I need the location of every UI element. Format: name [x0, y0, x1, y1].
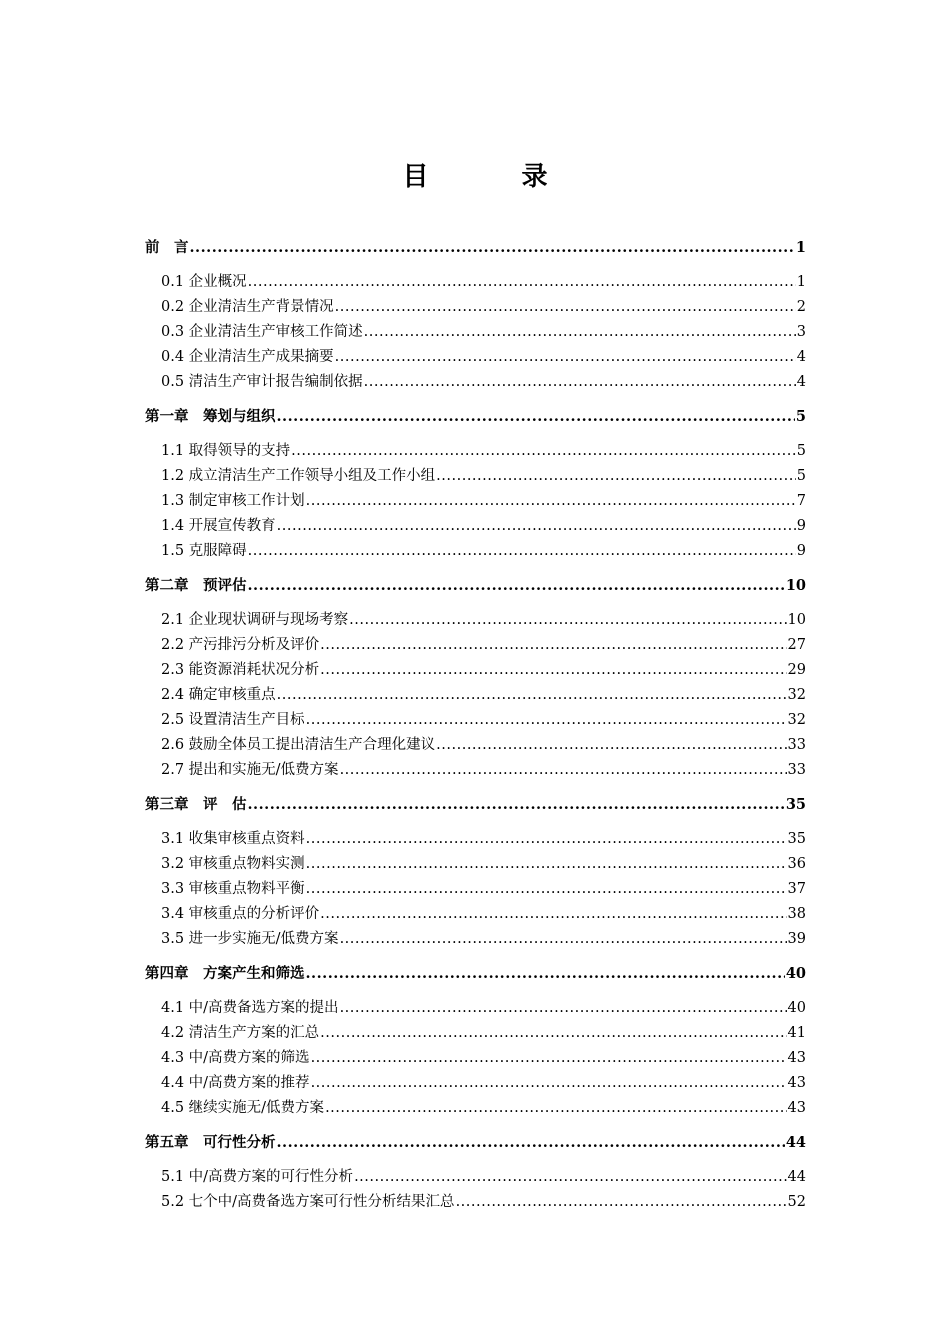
- toc-page-number: 33: [787, 762, 806, 778]
- toc-page-number: 10: [785, 577, 806, 594]
- toc-section-label: 4.5 继续实施无/低费方案: [161, 1100, 325, 1116]
- toc-section-label: 3.2 审核重点物料实测: [161, 856, 305, 872]
- toc-page-number: 36: [787, 856, 806, 872]
- toc-page-number: 9: [796, 518, 806, 534]
- toc-leader-dots: [306, 708, 787, 733]
- toc-section-entry[interactable]: [145, 295, 806, 320]
- toc-chapter-label: 前 言: [145, 239, 189, 256]
- toc-page-number: 37: [787, 881, 806, 897]
- toc-page-number: 44: [787, 1169, 806, 1185]
- toc-page-number: 10: [787, 612, 806, 628]
- toc-page-number: 27: [787, 637, 806, 653]
- toc-page-number: 35: [787, 831, 806, 847]
- toc-leader-dots: [349, 608, 786, 633]
- toc-section-entry[interactable]: [145, 996, 806, 1021]
- toc-page-number: 4: [796, 374, 806, 390]
- toc-section-label: 1.1 取得领导的支持: [161, 443, 291, 459]
- toc-leader-dots: [320, 658, 786, 683]
- toc-section-label: 0.5 清洁生产审计报告编制依据: [161, 374, 363, 390]
- toc-leader-dots: [311, 1046, 787, 1071]
- page-title: 目 录: [402, 162, 590, 192]
- toc-section-entry[interactable]: [145, 902, 806, 927]
- toc-leader-dots: [364, 370, 796, 395]
- toc-chapter-label: 第五章 可行性分析: [145, 1134, 276, 1151]
- toc-section-entry[interactable]: [145, 1096, 806, 1121]
- toc-leader-dots: [306, 962, 785, 986]
- toc-section-label: 4.3 中/高费方案的筛选: [161, 1050, 310, 1066]
- toc-page-number: 1: [796, 274, 806, 290]
- toc-leader-dots: [248, 270, 796, 295]
- toc-section-label: 0.1 企业概况: [161, 274, 247, 290]
- toc-page-number: 38: [787, 906, 806, 922]
- toc-leader-dots: [306, 877, 787, 902]
- toc-page-number: 3: [796, 324, 806, 340]
- toc-section-entry[interactable]: [145, 633, 806, 658]
- toc-section-entry[interactable]: [145, 708, 806, 733]
- toc-leader-dots: [277, 514, 796, 539]
- toc-leader-dots: [354, 1165, 786, 1190]
- toc-section-label: 2.7 提出和实施无/低费方案: [161, 762, 339, 778]
- toc-leader-dots: [436, 733, 786, 758]
- toc-section-label: 0.2 企业清洁生产背景情况: [161, 299, 334, 315]
- toc-section-entry[interactable]: [145, 608, 806, 633]
- toc-section-entry[interactable]: [145, 877, 806, 902]
- toc-section-label: 2.6 鼓励全体员工提出清洁生产合理化建议: [161, 737, 436, 753]
- toc-leader-dots: [335, 345, 796, 370]
- toc-page-number: 43: [787, 1050, 806, 1066]
- toc-section-label: 4.4 中/高费方案的推荐: [161, 1075, 310, 1091]
- toc-leader-dots: [277, 683, 787, 708]
- table-of-contents: [145, 236, 806, 1215]
- toc-leader-dots: [306, 827, 787, 852]
- toc-page-number: 44: [785, 1134, 806, 1151]
- toc-chapter-label: 第三章 评 估: [145, 796, 247, 813]
- toc-section-entry[interactable]: [145, 827, 806, 852]
- toc-section-label: 0.4 企业清洁生产成果摘要: [161, 349, 334, 365]
- toc-leader-dots: [320, 633, 786, 658]
- toc-leader-dots: [320, 902, 786, 927]
- toc-leader-dots: [364, 320, 796, 345]
- toc-section-entry[interactable]: [145, 852, 806, 877]
- toc-section-entry[interactable]: [145, 345, 806, 370]
- toc-section-entry[interactable]: [145, 1021, 806, 1046]
- toc-section-entry[interactable]: [145, 270, 806, 295]
- toc-page-number: 41: [787, 1025, 806, 1041]
- toc-page-number: 2: [796, 299, 806, 315]
- toc-chapter-entry[interactable]: [145, 405, 806, 429]
- toc-leader-dots: [335, 295, 796, 320]
- toc-leader-dots: [456, 1190, 787, 1215]
- toc-page-number: 32: [787, 712, 806, 728]
- toc-page-number: 7: [796, 493, 806, 509]
- toc-chapter-entry[interactable]: [145, 793, 806, 817]
- toc-section-entry[interactable]: [145, 927, 806, 952]
- toc-chapter-entry[interactable]: [145, 1131, 806, 1155]
- toc-page-number: 40: [787, 1000, 806, 1016]
- toc-chapter-entry[interactable]: [145, 236, 806, 260]
- toc-leader-dots: [277, 405, 795, 429]
- toc-section-label: 2.2 产污排污分析及评价: [161, 637, 320, 653]
- toc-section-label: 1.4 开展宣传教育: [161, 518, 276, 534]
- toc-section-label: 2.1 企业现状调研与现场考察: [161, 612, 349, 628]
- toc-section-entry[interactable]: [145, 1165, 806, 1190]
- toc-section-entry[interactable]: [145, 1190, 806, 1215]
- toc-leader-dots: [248, 574, 785, 598]
- toc-chapter-entry[interactable]: [145, 962, 806, 986]
- toc-page-number: 32: [787, 687, 806, 703]
- toc-leader-dots: [340, 758, 787, 783]
- toc-section-entry[interactable]: [145, 1046, 806, 1071]
- toc-section-label: 4.1 中/高费备选方案的提出: [161, 1000, 339, 1016]
- toc-page-number: 52: [787, 1194, 806, 1210]
- toc-section-label: 3.1 收集审核重点资料: [161, 831, 305, 847]
- toc-section-label: 1.3 制定审核工作计划: [161, 493, 305, 509]
- toc-page-number: 40: [785, 965, 806, 982]
- toc-section-label: 5.2 七个中/高费备选方案可行性分析结果汇总: [161, 1194, 455, 1210]
- toc-section-label: 3.4 审核重点的分析评价: [161, 906, 320, 922]
- toc-section-entry[interactable]: [145, 733, 806, 758]
- toc-leader-dots: [311, 1071, 787, 1096]
- toc-section-label: 2.5 设置清洁生产目标: [161, 712, 305, 728]
- toc-section-label: 4.2 清洁生产方案的汇总: [161, 1025, 320, 1041]
- toc-section-entry[interactable]: [145, 539, 806, 564]
- toc-leader-dots: [306, 852, 787, 877]
- toc-leader-dots: [248, 539, 796, 564]
- toc-section-entry[interactable]: [145, 320, 806, 345]
- toc-leader-dots: [291, 439, 796, 464]
- toc-page-number: 35: [785, 796, 806, 813]
- toc-section-label: 2.4 确定审核重点: [161, 687, 276, 703]
- toc-page-number: 4: [796, 349, 806, 365]
- toc-section-label: 1.2 成立清洁生产工作领导小组及工作小组: [161, 468, 436, 484]
- toc-page-number: 5: [795, 408, 806, 425]
- toc-leader-dots: [340, 927, 787, 952]
- toc-page-number: 1: [795, 239, 806, 256]
- toc-section-entry[interactable]: [145, 683, 806, 708]
- toc-leader-dots: [190, 236, 795, 260]
- toc-section-label: 5.1 中/高费方案的可行性分析: [161, 1169, 354, 1185]
- toc-page-number: 5: [796, 468, 806, 484]
- toc-section-label: 0.3 企业清洁生产审核工作简述: [161, 324, 363, 340]
- toc-chapter-label: 第四章 方案产生和筛选: [145, 965, 305, 982]
- toc-page-number: 5: [796, 443, 806, 459]
- toc-leader-dots: [320, 1021, 786, 1046]
- toc-leader-dots: [306, 489, 796, 514]
- toc-chapter-label: 第二章 预评估: [145, 577, 247, 594]
- toc-page-number: 43: [787, 1075, 806, 1091]
- toc-page-number: 9: [796, 543, 806, 559]
- toc-section-entry[interactable]: [145, 1071, 806, 1096]
- toc-chapter-entry[interactable]: [145, 574, 806, 598]
- toc-leader-dots: [325, 1096, 786, 1121]
- toc-section-entry[interactable]: [145, 758, 806, 783]
- toc-section-entry[interactable]: [145, 514, 806, 539]
- toc-leader-dots: [340, 996, 787, 1021]
- toc-section-entry[interactable]: [145, 464, 806, 489]
- toc-page-number: 29: [787, 662, 806, 678]
- toc-leader-dots: [248, 793, 785, 817]
- toc-section-label: 3.3 审核重点物料平衡: [161, 881, 305, 897]
- toc-section-label: 3.5 进一步实施无/低费方案: [161, 931, 339, 947]
- toc-section-label: 2.3 能资源消耗状况分析: [161, 662, 320, 678]
- toc-leader-dots: [436, 464, 796, 489]
- toc-page-number: 33: [787, 737, 806, 753]
- toc-leader-dots: [277, 1131, 785, 1155]
- toc-chapter-label: 第一章 筹划与组织: [145, 408, 276, 425]
- toc-section-label: 1.5 克服障碍: [161, 543, 247, 559]
- toc-section-entry[interactable]: [145, 658, 806, 683]
- toc-section-entry[interactable]: [145, 439, 806, 464]
- toc-page-number: 39: [787, 931, 806, 947]
- toc-section-entry[interactable]: [145, 489, 806, 514]
- toc-page-number: 43: [787, 1100, 806, 1116]
- toc-section-entry[interactable]: [145, 370, 806, 395]
